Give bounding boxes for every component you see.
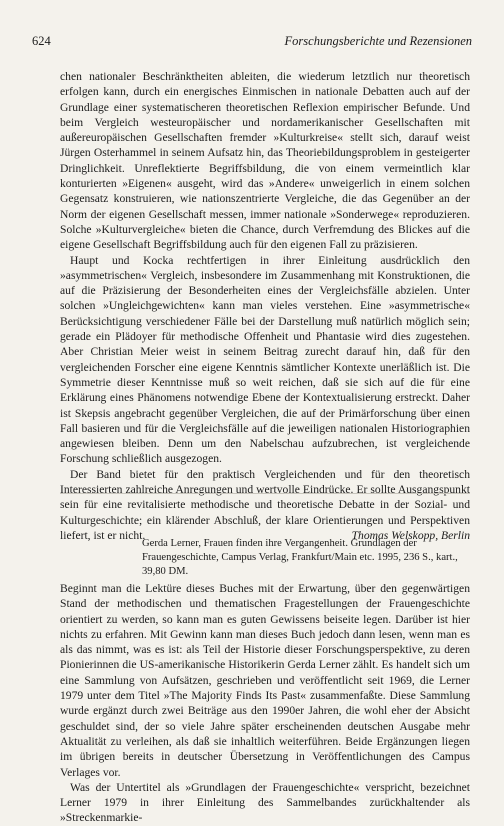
paragraph: Beginnt man die Lektüre dieses Buches mit der Erwartung, über den gegenwärtigen Stand der methodischen und thematischen Fragestellungen der Frauengeschichte orientiert zu werden, so kann man es guten Gewissens beiseite legen. Darüber ist hier nichts zu erfahren. Mit Gewinn kann man dieses Buch jedoch dann lesen, wenn man es als das nimmt, was es ist: als Teil der Historie dieser Forschungsperspektive, zu deren Pionierinnen die US-amerikanische Historikerin Gerda Lerner zählt. Es handelt sich um eine Sammlung von Aufsätzen, geschrieben und veröffentlicht seit 1969, die Lerner 1979 unter dem Titel »The Majority Finds Its Past« zusammenfaßte. Diese Sammlung wurde ergänzt durch zwei Beiträge aus den 1990er Jahren, die wohl eher der Absicht geschuldet sind, der so viele Jahre später erscheinenden deutschen Ausgabe mehr Aktualität zu verleihen, als daß sie inhaltlich weiterführen. Beide Ergänzungen liegen im übrigen bereits in deutscher Übersetzung in Veröffentlichungen des Campus Verlages vor. [60, 582, 470, 779]
paragraph [60, 467, 470, 543]
paragraph: Haupt und Kocka rechtfertigen in ihrer Einleitung ausdrücklich den »asymmetrischen« Vergleich, insbesondere im Zusammenhang mit Konstruktionen, die auf die Präzisierung der Besonderheiten eines der Vergleichsfälle abzielen. Unter solchen »Ungleichgewichten« kann man vieles verstehen. Eine »asymmetrische« Berücksichtigung verschiedener Fälle bei der Darstellung muß natürlich möglich sein; gerade ein Plädoyer für methodische Offenheit und Phantasie wird dies zugestehen. Aber Christian Meier weist in seinem Beitrag zurecht darauf hin, daß für den vergleichenden Forscher eine eigene Kenntnis sämtlicher Kontexte unerläßlich ist. Die Symmetrie dieser Kenntnisse muß so weit reichen, daß sie sich auf die für eine Erklärung eines Phänomens notwendige Ebene der Kontextualisierung erstreckt. Daher ist Skepsis angebracht gegenüber Vergleichen, die auf der Primärforschung über einen Fall basieren und für die Vergleichsfälle auf die jeweiligen nationalen Historiographien angewiesen bleiben. Denn um den Nabelschau aufzubrechen, ist vergleichende Forschung schließlich ausgezogen. [60, 253, 470, 466]
paragraph: Was der Untertitel als »Grundlagen der Frauengeschichte« verspricht, bezeichnet Lerner 1979 in ihrer Einleitung des Sammelbandes zurückhaltender als »Streckenmarkie- [60, 780, 470, 825]
running-title: Forschungsberichte und Rezensionen [284, 34, 472, 48]
paragraph-text: Der Band bietet für den praktisch Vergleichenden und für den theoretisch Interessierten zahlreiche Anregungen und wertvolle Eindrücke. Er sollte Ausgangspunkt sein für eine revitalisierte methodische und theoretische Debatte in der Sozial- und Kulturgeschichte; ein klärender Abschluß, der klare Orientierungen und Perspektiven liefert, ist er nicht. [60, 467, 470, 542]
running-header [32, 34, 472, 49]
bibliographic-reference: Gerda Lerner, Frauen finden ihre Vergangenheit. Grundlagen der Frauengeschichte, Campus Verlag, Frankfurt/Main etc. 1995, 236 S., kart., 39,80 DM. [142, 538, 458, 577]
paragraph: chen nationaler Beschränktheiten ableiten, die wiederum letztlich nur theoretisch erfolgen kann, durch ein energisches Einmischen in nationale Debatten auch auf der Grundlage einer systematischeren theoretischen Reflexion empirischer Befunde. Und beim Vergleich westeuropäischer und nordamerikanischer Gesellschaften mit außereuropäischen Gesellschaften fremder »Kulturkreise« stellt sich, darauf weist Jürgen Osterhammel in seinem Aufsatz hin, das Theoriebildungsproblem in gesteigerter Dringlichkeit. Unreflektierte Begriffsbildung, die von einem vermeintlich klar konturierten »Eigenen« ausgeht, wird das »Andere« unweigerlich in einem solchen Gegensatz konstruieren, wie nationszentrierte Vergleiche, die das Gegenüber an der Norm der eigenen Gesellschaft messen, immer nationale »Sonderwege« reproduzieren. Solche »Kulturvergleiche« bieten die Chance, durch Verfremdung des Blickes auf die eigene Gesellschaft Begriffsbildung auch für den eigenen Fall zu präzisieren. [60, 70, 470, 252]
page-number: 624 [32, 34, 51, 48]
review-two-body [60, 581, 470, 826]
section-divider [60, 493, 470, 494]
review-signature: Thomas Welskopp, Berlin [351, 528, 470, 542]
review-one-body [60, 69, 470, 543]
